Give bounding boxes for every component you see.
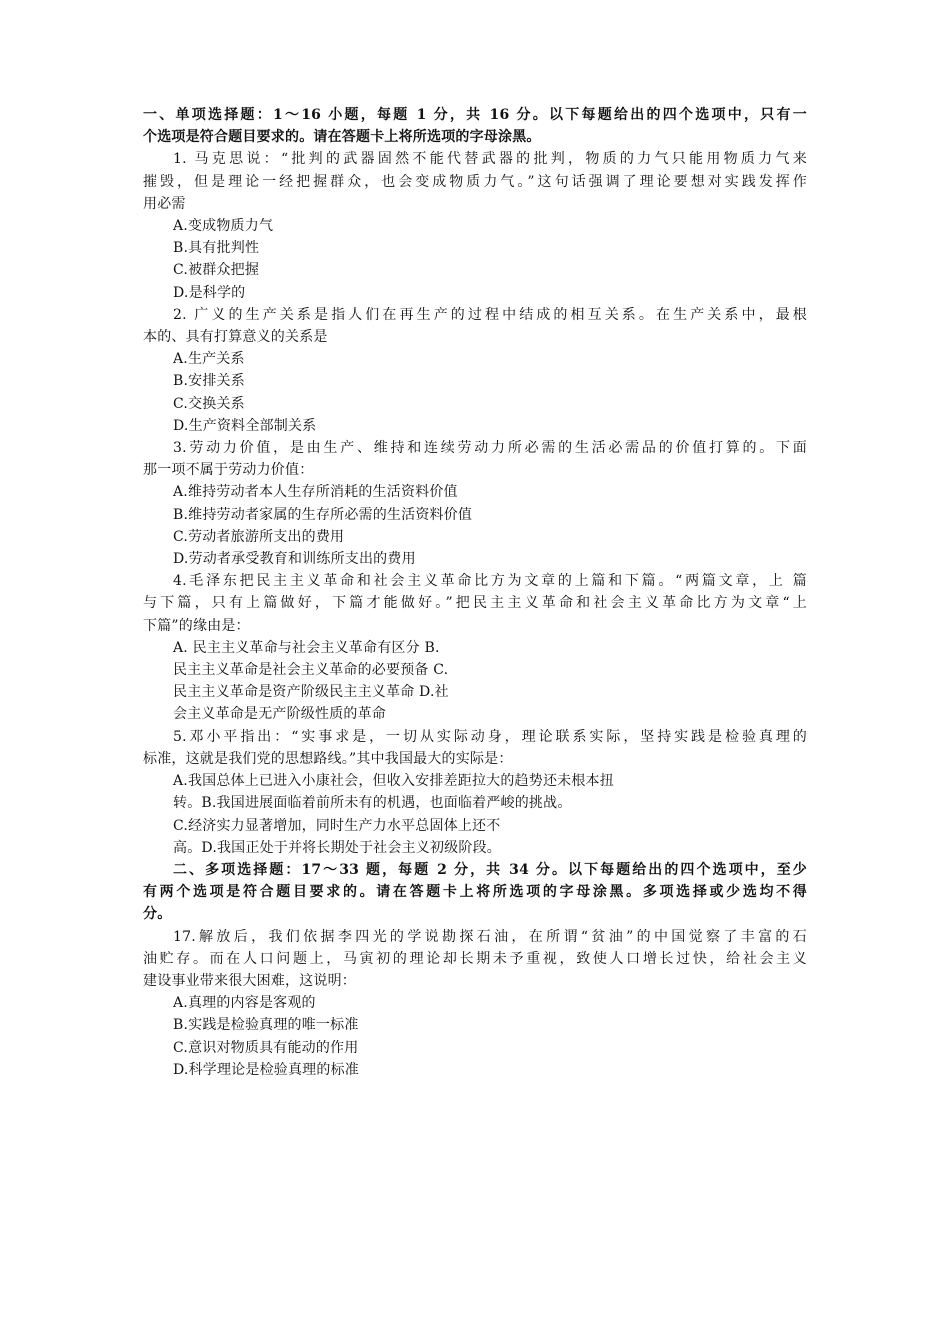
section-1-heading	[143, 104, 807, 148]
option-d: D.生产资料全部制关系	[173, 417, 317, 434]
option-c: C.被群众把握	[173, 262, 260, 279]
question-stem-line: 本的、具有打算意义的关系是	[143, 329, 328, 346]
section-heading-line: 一、单项选择题：1～16 小题，每题 1 分，共 16 分。以下每题给出的四个选项中，只有一	[143, 107, 807, 123]
question-stem-line: 5.邓小平指出：“实事求是，一切从实际动身，理论联系实际，坚持实践是检验真理的	[173, 728, 807, 745]
option-line: A. 民主主义革命与社会主义革命有区分 B.	[173, 639, 440, 656]
section-heading-line: 分。	[143, 906, 172, 923]
section-2-heading	[143, 859, 807, 926]
option-line: 会主义革命是无产阶级性质的革命	[173, 706, 386, 723]
option-line: A.我国总体上已进入小康社会，但收入安排差距拉大的趋势还未根本扭	[173, 773, 614, 790]
question-stem-line: 1. 马克思说：“批判的武器固然不能代替武器的批判，物质的力气只能用物质力气来	[173, 151, 807, 168]
option-a: A.生产关系	[173, 351, 245, 368]
question-stem-line: 摧毁，但是理论一经把握群众，也会变成物质力气。”这句话强调了理论要想对实践发挥作	[143, 173, 807, 190]
question-stem-line: 17.解放后，我们依据李四光的学说勘探石油，在所谓“贫油”的中国觉察了丰富的石	[173, 928, 807, 945]
option-a: A.真理的内容是客观的	[173, 995, 316, 1012]
option-d: D.科学理论是检验真理的标准	[173, 1061, 359, 1078]
option-b: B.维持劳动者家属的生存所必需的生活资料价值	[173, 506, 473, 523]
question-stem-line: 2. 广义的生产关系是指人们在再生产的过程中结成的相互关系。在生产关系中，最根	[173, 306, 807, 323]
question-17	[143, 926, 807, 1081]
question-4	[143, 570, 807, 725]
option-b: B.安排关系	[173, 373, 245, 390]
question-stem-line: 标准，这就是我们党的思想路线。”其中我国最大的实际是：	[143, 750, 513, 767]
option-a: A.维持劳动者本人生存所消耗的生活资料价值	[173, 484, 458, 501]
question-stem-line: 油贮存。而在人口问题上，马寅初的理论却长期未予重视，致使人口增长过快，给社会主义	[143, 950, 807, 967]
section-heading-line: 个选项是符合题目要求的。请在答题卡上将所选项的字母涂黑。	[143, 129, 541, 146]
question-1	[143, 148, 807, 303]
question-stem-line: 那一项不属于劳动力价值：	[143, 462, 314, 479]
section-heading-line: 有两个选项是符合题目要求的。请在答题卡上将所选项的字母涂黑。多项选择或少选均不得	[143, 884, 807, 901]
option-d: D.是科学的	[173, 284, 246, 301]
option-c: C.劳动者旅游所支出的费用	[173, 528, 345, 545]
question-3	[143, 437, 807, 570]
question-stem-line: 下篇”的缘由是：	[143, 617, 250, 634]
option-line: 转。B.我国进展面临着前所未有的机遇，也面临着严峻的挑战。	[173, 795, 572, 812]
option-line: 民主主义革命是资产阶级民主主义革命 D.社	[173, 684, 449, 701]
option-c: C.交换关系	[173, 395, 245, 412]
question-2	[143, 304, 807, 437]
question-stem-line: 与下篇，只有上篇做好，下篇才能做好。”把民主主义革命和社会主义革命比方为文章“上	[143, 595, 807, 612]
question-stem-line: 3.劳动力价值，是由生产、维持和连续劳动力所必需的生活必需品的价值打算的。下面	[173, 440, 807, 457]
question-stem-line: 建设事业带来很大困难，这说明：	[143, 972, 356, 989]
question-stem-line: 用必需	[143, 195, 186, 212]
question-stem-line: 4.毛泽东把民主主义革命和社会主义革命比方为文章的上篇和下篇。“两篇文章，上 篇	[173, 573, 807, 590]
option-line: C.经济实力显著增加，同时生产力水平总固体上还不	[173, 817, 501, 834]
question-5	[143, 726, 807, 859]
option-a: A.变成物质力气	[173, 218, 274, 235]
option-d: D.劳动者承受教育和训练所支出的费用	[173, 551, 416, 568]
document-page	[143, 104, 807, 1081]
option-line: 民主主义革命是社会主义革命的必要预备 C.	[173, 662, 449, 679]
option-b: B.实践是检验真理的唯一标准	[173, 1017, 359, 1034]
option-c: C.意识对物质具有能动的作用	[173, 1039, 359, 1056]
option-b: B.具有批判性	[173, 240, 260, 257]
section-heading-line: 二、多项选择题：17～33 题，每题 2 分，共 34 分。以下每题给出的四个选项中，至少	[173, 861, 807, 878]
option-line: 高。D.我国正处于并将长期处于社会主义初级阶段。	[173, 839, 501, 856]
